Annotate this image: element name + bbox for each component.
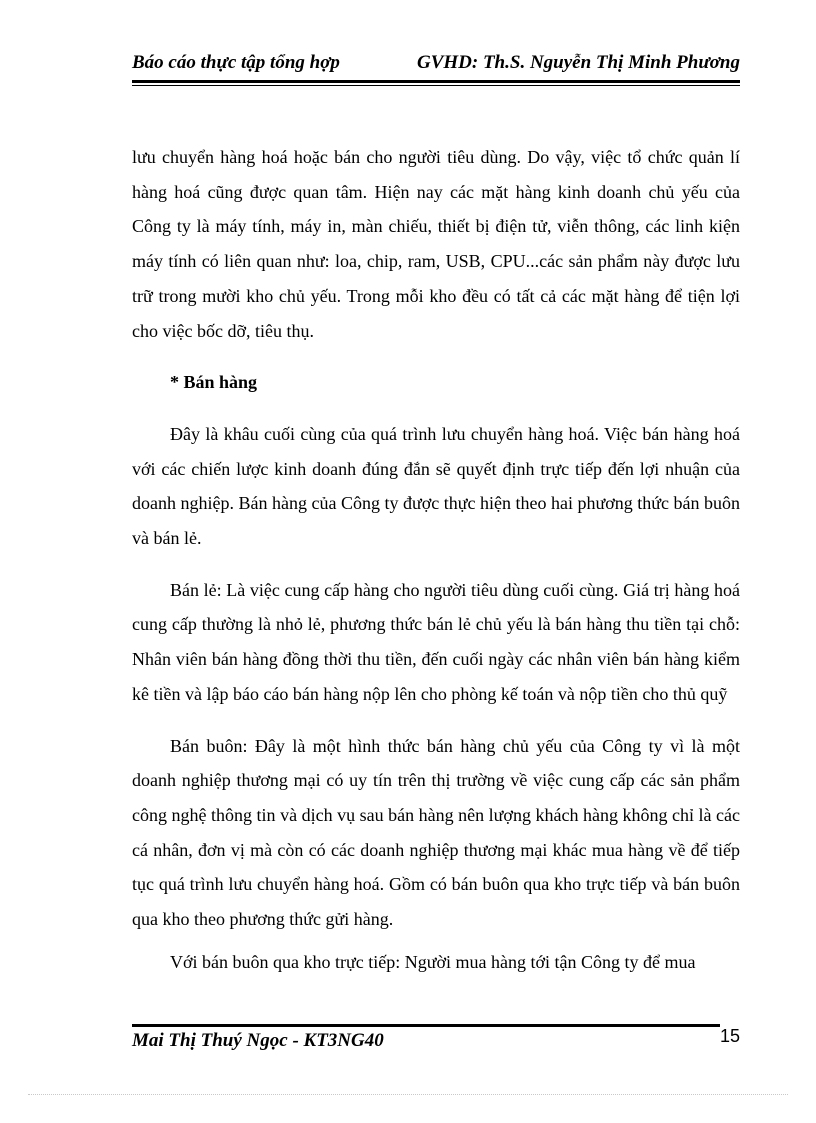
section-heading-ban-hang: * Bán hàng	[170, 372, 258, 393]
paragraph-ban-buon: Bán buôn: Đây là một hình thức bán hàng chủ yếu của Công ty vì là một doanh nghiệp thương mại có uy tín trên thị trường về việc cung cấp các sản phẩm công nghệ thông tin và dịch vụ sau bán hàng nên lượng khách hàng không chỉ là các cá nhân, đơn vị mà còn có các doanh nghiệp thương mại khác mua hàng về để tiếp tục quá trình lưu chuyển hàng hoá. Gồm có bán buôn qua kho trực tiếp và bán buôn qua kho theo phương thức gửi hàng.	[132, 735, 740, 930]
footer-rule	[132, 1024, 720, 1027]
page-header	[132, 50, 740, 80]
page-body	[132, 140, 740, 979]
paragraph-continuation: lưu chuyển hàng hoá hoặc bán cho người tiêu dùng. Do vậy, việc tổ chức quản lí hàng hoá cũng được quan tâm. Hiện nay các mặt hàng kinh doanh chủ yếu của Công ty là máy tính, máy in, màn chiếu, thiết bị điện tử, viễn thông, các linh kiện máy tính có liên quan như: loa, chip, ram, USB, CPU...các sản phẩm này được lưu trữ trong mười kho chủ yếu. Trong mỗi kho đều có tất cả các mặt hàng để tiện lợi cho việc bốc dỡ, tiêu thụ.	[132, 147, 740, 341]
header-rule-thick	[132, 80, 740, 83]
paragraph-ban-hang: Đây là khâu cuối cùng của quá trình lưu chuyển hàng hoá. Việc bán hàng hoá với các chiến lược kinh doanh đúng đắn sẽ quyết định trực tiếp đến lợi nhuận của doanh nghiệp. Bán hàng của Công ty được thực hiện theo hai phương thức bán buôn và bán lẻ.	[132, 423, 740, 549]
supervisor-name: GVHD: Th.S. Nguyễn Thị Minh Phương	[416, 52, 740, 73]
footer-author: Mai Thị Thuý Ngọc - KT3NG40	[132, 1030, 384, 1051]
paragraph-ban-le: Bán lẻ: Là việc cung cấp hàng cho người tiêu dùng cuối cùng. Giá trị hàng hoá cung cấp thường là nhỏ lẻ, phương thức bán lẻ chủ yếu là bán hàng thu tiền tại chỗ: Nhân viên bán hàng đồng thời thu tiền, đến cuối ngày các nhân viên bán hàng kiểm kê tiền và lập báo cáo bán hàng nộp lên cho phòng kế toán và nộp tiền cho thủ quỹ	[132, 579, 740, 704]
page-boundary-line	[28, 1094, 788, 1095]
header-rule-thin	[132, 85, 740, 86]
report-title: Báo cáo thực tập tổng hợp	[132, 52, 340, 73]
page-number: 15	[720, 1026, 741, 1046]
paragraph-ban-buon-truc-tiep: Với bán buôn qua kho trực tiếp: Người mua hàng tới tận Công ty để mua	[170, 951, 696, 972]
